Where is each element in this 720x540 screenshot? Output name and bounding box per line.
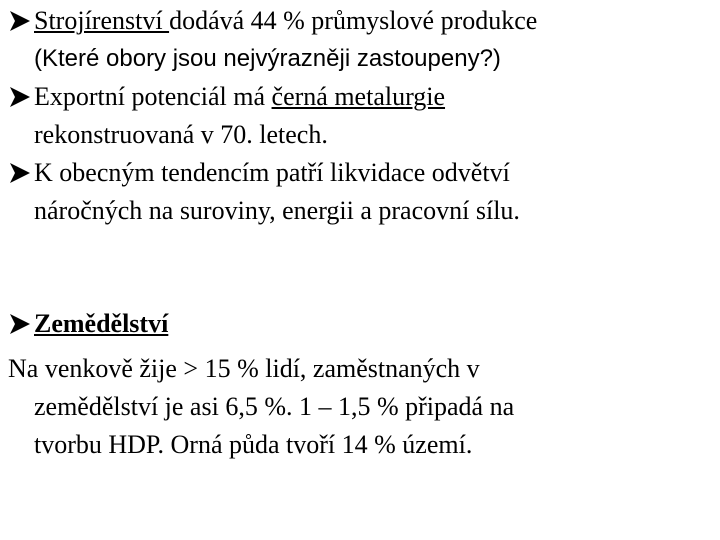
paragraph-line: zemědělství je asi 6,5 %. 1 – 1,5 % připadá na (34, 392, 515, 421)
section-heading: Zemědělství (34, 309, 169, 338)
bullet-line: K obecným tendencím patří likvidace odvětví (34, 158, 510, 187)
bullet-zemedelstvi (8, 305, 708, 343)
strojirenstvi-label: Strojírenství (34, 6, 170, 35)
arrow-bullet-icon (8, 9, 32, 33)
bullet-strojirenstvi (8, 2, 708, 78)
bullet-tendence (8, 154, 708, 230)
bullet-text (8, 2, 708, 78)
bullet-export (8, 78, 708, 154)
bullet-line: Exportní potenciál má (34, 82, 272, 111)
bullet-text (8, 305, 708, 343)
cerna-metalurgie-label: černá metalurgie (271, 82, 446, 111)
arrow-bullet-icon (8, 161, 32, 185)
paragraph-line: tvorbu HDP. Orná půda tvoří 14 % území. (34, 430, 473, 459)
bullet-text (8, 78, 708, 154)
arrow-bullet-icon (8, 312, 32, 336)
bullet-line-question: (Které obory jsou nejvýrazněji zastoupeny?) (34, 45, 501, 72)
bullet-text (8, 154, 708, 230)
arrow-bullet-icon (8, 85, 32, 109)
bullet-line: rekonstruovaná v 70. letech. (34, 120, 328, 149)
bullet-line: dodává 44 % průmyslové produkce (169, 6, 538, 35)
paragraph-zemedelstvi (8, 350, 708, 464)
paragraph-line: Na venkově žije > 15 % lidí, zaměstnaných v (8, 354, 480, 383)
bullet-line: náročných na suroviny, energii a pracovní sílu. (34, 196, 520, 225)
